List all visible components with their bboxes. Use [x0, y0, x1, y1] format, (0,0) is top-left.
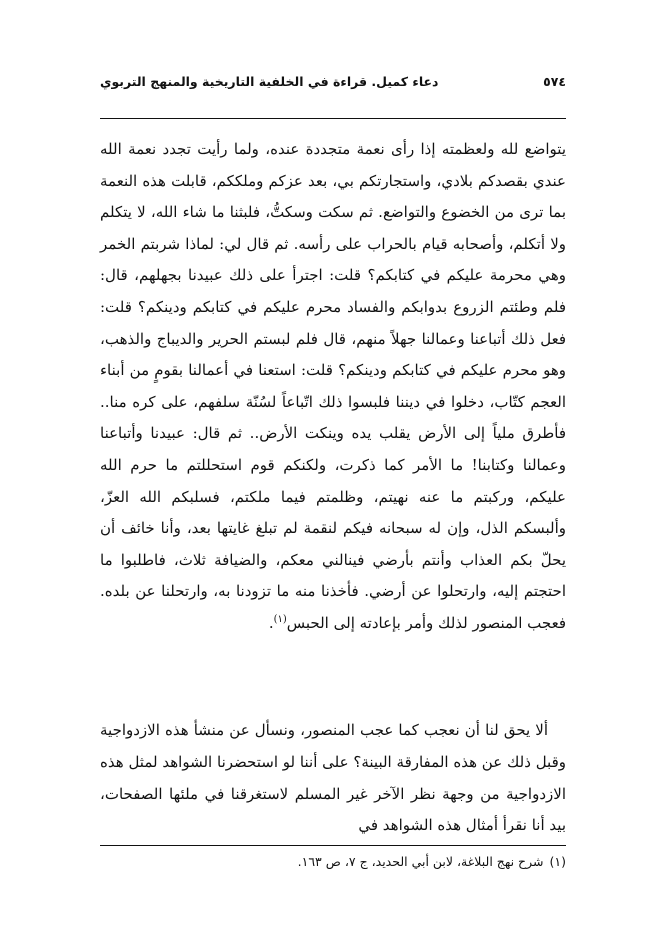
page-number: ٥٧٤ — [543, 74, 566, 89]
main-text — [100, 134, 566, 684]
footnote-number: (١) — [549, 854, 566, 869]
paragraph — [100, 134, 566, 684]
footnote-reference: (١) — [273, 613, 287, 625]
paragraph — [100, 715, 566, 842]
paragraph-1-end: . — [268, 613, 274, 632]
running-header-title: دعاء كميل. قراءة في الخلفية التاريخية والمنهج التربوي — [100, 74, 439, 89]
footnote — [100, 852, 566, 872]
running-header — [100, 70, 566, 96]
header-divider — [100, 118, 566, 119]
paragraph-1-text: يتواضع لله ولعظمته إذا رأى نعمة متجددة عنده، ولما رأيت تجدد نعمة الله عندي بقصدكم بلادي، واستجارتكم بي، بعد عزكم وملككم، قابلت هذه النعمة بما ترى من الخضوع والتواضع. ثم سكت وسكتُّ، فلبثنا ما شاء الله، لا يتكلم ولا أتكلم، وأصحابه قيام بالحراب على رأسه. ثم قال لي: لماذا شربتم الخمر وهي محرمة عليكم في كتابكم؟ قلت: اجترأ على ذلك عبيدنا بجهلهم، قال: فلم وطئتم الزروع بدوابكم والفساد محرم عليكم في كتابكم ودينكم؟ قلت: فعل ذلك أتباعنا وعمالنا جهلاً منهم، قال فلم لبستم الحرير والديباج والذهب، وهو محرم عليكم في كتابكم ودينكم؟ قلت: استعنا في أعمالنا بقومٍ من أبناء العجم كتّاب، دخلوا في ديننا فلبسوا ذلك اتّباعاً لسُنّة سلفهم، على كره منا.. فأطرق ملياً إلى الأرض يقلب يده وينكت الأرض.. ثم قال: عبيدنا وأتباعنا وعمالنا وكتابنا! ما الأمر كما ذكرت، ولكنكم قوم استحللتم ما حرم الله عليكم، وركبتم ما عنه نهيتم، وظلمتم فيما ملكتم، فسلبكم الله العزّ، وألبسكم الذل، وإن له سبحانه فيكم لنقمة لم تبلغ غايتها بعد، وأنا خائف أن يحلّ بكم العذاب وأنتم بأرضي فينالني معكم، والضيافة ثلاث، فاطلبوا ما احتجتم إليه، وارتحلوا عن أرضي. فأخذنا منه ما تزودنا به، وارتحلنا عن بلده. فعجب المنصور لذلك وأمر بإعادته إلى الحبس — [100, 140, 566, 632]
footnote-divider — [100, 845, 566, 846]
paragraph-2-text: ألا يحق لنا أن نعجب كما عجب المنصور، ونسأل عن منشأ هذه الازدواجية وقبل ذلك عن هذه المفارقة البينة؟ على أننا لو استحضرنا الشواهد لمثل هذه الازدواجية من وجهة نظر الآخر غير المسلم لاستغرقنا في ملئها الصفحات، بيد أنا نقرأ أمثال هذه الشواهد في — [100, 721, 566, 835]
footnote-text: شرح نهج البلاغة، لابن أبي الحديد، ج ٧، ص ١٦٣. — [297, 854, 544, 869]
